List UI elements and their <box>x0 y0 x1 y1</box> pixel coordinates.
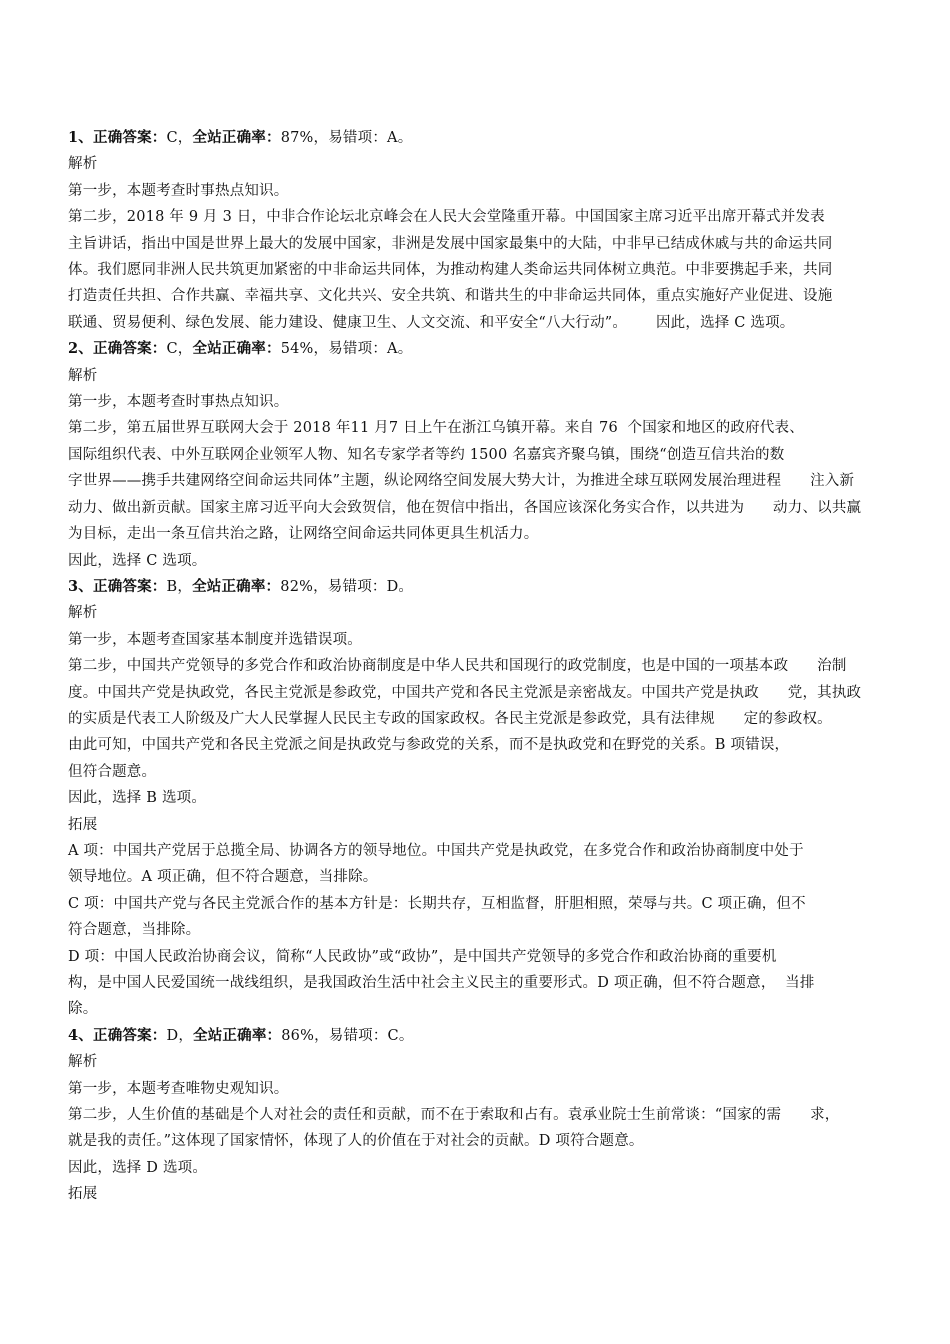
text-line: 除。 <box>68 1001 98 1018</box>
rate-value: 87%，易错项：A。 <box>280 130 413 146</box>
text-line: 字世界——携手共建网络空间命运共同体”主题，纵论网络空间发展大势大计，为推进全球互联网发展治理进程 注入新 <box>68 473 855 490</box>
text-line: 由此可知，中国共产党和各民主党派之间是执政党与参政党的关系，而不是执政党和在野党的关系。B 项错误， <box>68 737 790 754</box>
text-line: 符合题意，当排除。 <box>68 922 201 939</box>
rate-value: 54%，易错项：A。 <box>280 341 413 358</box>
text-line: 解析 <box>68 367 98 384</box>
text-line: 为目标，走出一条互信共治之路，让网络空间命运共同体更具生机活力。 <box>68 526 539 543</box>
text-line: 第二步，第五届世界互联网大会于 2018 年11 月7 日上午在浙江乌镇开幕。来自 76 个国家和地区的政府代表、 <box>68 420 804 437</box>
text-line: 拓展 <box>68 1186 98 1203</box>
answer-value: D， <box>166 1027 194 1044</box>
text-line: 第二步，人生价值的基础是个人对社会的责任和贡献，而不在于索取和占有。袁承业院士生前常谈：“国家的需 求， <box>68 1107 840 1124</box>
text-line: 解析 <box>68 156 98 173</box>
text-line: C 项：中国共产党与各民主党派合作的基本方针是：长期共存，互相监督，肝胆相照，荣辱与共。C 项正确，但不 <box>68 895 806 912</box>
text-line: 解析 <box>68 605 98 622</box>
text-line: 第一步，本题考查时事热点知识。 <box>68 182 289 199</box>
rate-label: 全站正确率： <box>193 1026 282 1044</box>
question-block <box>68 336 880 574</box>
text-line: 构，是中国人民爱国统一战线组织，是我国政治生活中社会主义民主的重要形式。D 项正确，但不符合题意， 当排 <box>68 975 815 991</box>
text-line: 但符合题意。 <box>68 763 157 780</box>
answer-value: C， <box>166 130 193 146</box>
text-line: 度。中国共产党是执政党，各民主党派是参政党，中国共产党和各民主党派是亲密战友。中国共产党是执政 党，其执政 <box>68 684 862 701</box>
text-line: 就是我的责任。”这体现了国家情怀，体现了人的价值在于对社会的贡献。D 项符合题意。 <box>68 1133 644 1150</box>
text-line: 因此，选择 D 选项。 <box>68 1159 208 1176</box>
question-number: 1、 <box>68 129 93 146</box>
text-line: 因此，选择 B 选项。 <box>68 790 207 807</box>
text-line: 第二步，2018 年 9 月 3 日，中非合作论坛北京峰会在人民大会堂隆重开幕。中国国家主席习近平出席开幕式并发表 <box>68 209 825 226</box>
answer-header <box>68 1023 880 1049</box>
answer-header <box>68 125 880 151</box>
question-number: 4、 <box>68 1026 93 1044</box>
answer-value: B， <box>166 578 193 595</box>
text-line: 联通、贸易便利、绿色发展、能力建设、健康卫生、人文交流、和平安全“八大行动”。 因此，选择 C 选项。 <box>68 314 795 331</box>
answer-label: 正确答案： <box>93 129 167 146</box>
rate-value: 82%，易错项：D。 <box>280 578 414 595</box>
text-line: 体。我们愿同非洲人民共筑更加紧密的中非命运共同体，为推动构建人类命运共同体树立典范。中非要携起手来，共同 <box>68 262 833 279</box>
rate-label: 全站正确率： <box>192 340 281 358</box>
text-line: 领导地位。A 项正确，但不符合题意，当排除。 <box>68 869 378 886</box>
question-block <box>68 125 880 336</box>
text-line: 的实质是代表工人阶级及广大人民掌握人民民主专政的国家政权。各民主党派是参政党，具有法律规 定的参政权。 <box>68 710 832 727</box>
answer-value: C， <box>166 341 193 358</box>
rate-label: 全站正确率： <box>192 577 281 595</box>
answer-label: 正确答案： <box>93 577 167 595</box>
text-line: 国际组织代表、中外互联网企业领军人物、知名专家学者等约 1500 名嘉宾齐聚乌镇，围绕“创造互信共治的数 <box>68 446 785 463</box>
answer-header <box>68 574 880 600</box>
question-number: 2、 <box>68 340 93 358</box>
question-block <box>68 574 880 1023</box>
text-line: 第一步，本题考查国家基本制度并选错误项。 <box>68 631 362 648</box>
answer-header <box>68 336 880 362</box>
rate-value: 86%，易错项：C。 <box>281 1027 414 1044</box>
question-block <box>68 1023 880 1208</box>
text-line: 第二步，中国共产党领导的多党合作和政治协商制度是中华人民共和国现行的政党制度，也是中国的一项基本政 治制 <box>68 658 847 675</box>
rate-label: 全站正确率： <box>192 129 281 146</box>
text-line: 打造责任共担、合作共赢、幸福共享、文化共兴、安全共筑、和谐共生的中非命运共同体，重点实施好产业促进、设施 <box>68 288 833 305</box>
text-line: D 项：中国人民政治协商会议，简称“人民政协”或“政协”，是中国共产党领导的多党合作和政治协商的重要机 <box>68 948 777 965</box>
text-line: 动力、做出新贡献。国家主席习近平向大会致贺信，他在贺信中指出，各国应该深化务实合作，以共进为 动力、以共赢 <box>68 499 862 516</box>
text-line: 拓展 <box>68 816 98 833</box>
text-line: A 项：中国共产党居于总揽全局、协调各方的领导地位。中国共产党是执政党，在多党合作和政治协商制度中处于 <box>68 842 804 859</box>
text-line: 主旨讲话，指出中国是世界上最大的发展中国家，非洲是发展中国家最集中的大陆，中非早已结成休戚与共的命运共同 <box>68 235 833 252</box>
text-line: 第一步，本题考查唯物史观知识。 <box>68 1080 289 1097</box>
answer-label: 正确答案： <box>93 340 167 358</box>
answer-label: 正确答案： <box>93 1026 167 1044</box>
text-line: 第一步，本题考查时事热点知识。 <box>68 394 289 411</box>
text-line: 因此，选择 C 选项。 <box>68 552 207 569</box>
question-number: 3、 <box>68 577 93 595</box>
text-line: 解析 <box>68 1054 98 1071</box>
